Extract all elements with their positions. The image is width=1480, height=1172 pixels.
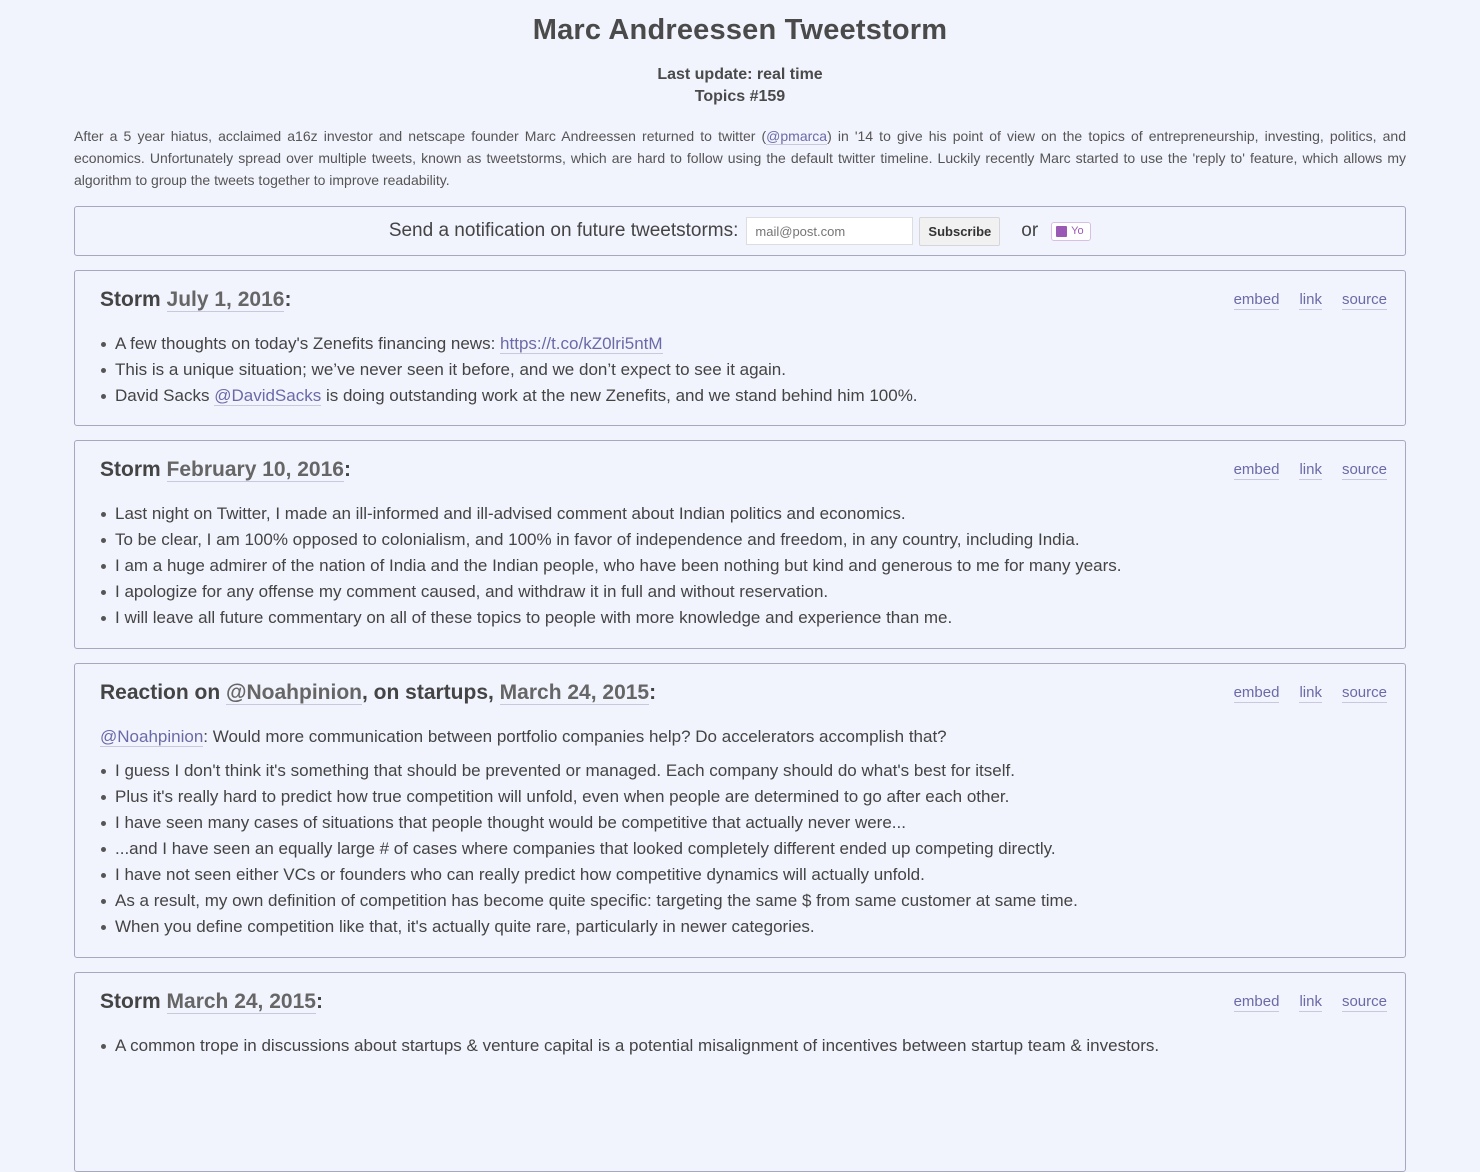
tweet-item: I will leave all future commentary on all of these topics to people with more knowledge and experience than me. [115,605,1380,631]
embed-link[interactable]: embed [1233,291,1280,308]
tweet-list [100,758,1380,940]
yo-icon [1056,226,1067,237]
storm-date-link[interactable]: July 1, 2016 [166,288,285,311]
storm-actions [1234,684,1387,703]
intro-text-2: ) in '14 to give his point of view on the topics of entrepreneurship, investing, politics, and economics. Unfortunately spread over multiple tweets, known as tweetstorms, which are hard to follow using the default twitter timeline. Luckily recently Marc started to use the 'reply to' feature, which allows my algorithm to group the tweets together to improve readability. [74,128,1406,188]
storm-date-link[interactable]: March 24, 2015 [166,990,316,1013]
source-link[interactable]: source [1341,993,1387,1010]
notification-bar [74,206,1406,256]
tweet-item: This is a unique situation; we’ve never seen it before, and we don’t expect to see it again. [115,357,1380,383]
storm-card [74,972,1406,1172]
yo-button[interactable] [1051,222,1091,241]
source-link[interactable]: source [1341,461,1387,478]
tweet-item [115,383,1380,409]
question-text: : Would more communication between portfolio companies help? Do accelerators accomplish that? [203,727,947,746]
source-link[interactable]: source [1341,684,1387,701]
source-link[interactable]: source [1341,291,1387,308]
storm-date-link[interactable]: February 10, 2016 [166,458,344,481]
tweet-text: David Sacks [115,386,215,405]
davidsacks-link[interactable]: @DavidSacks [214,386,322,405]
tweet-item: A common trope in discussions about startups & venture capital is a potential misalignment of incentives between startup team & investors. [115,1033,1380,1059]
storm-title [100,679,1380,707]
storm-actions [1234,291,1387,310]
permalink[interactable]: link [1299,993,1322,1010]
embed-link[interactable]: embed [1233,684,1280,701]
tweet-url-link[interactable]: https://t.co/kZ0lri5ntM [500,334,663,353]
embed-link[interactable]: embed [1233,993,1280,1010]
subscribe-button[interactable]: Subscribe [919,217,1000,246]
storm-actions [1234,993,1387,1012]
storm-actions [1234,461,1387,480]
tweet-item: To be clear, I am 100% opposed to colonialism, and 100% in favor of independence and freedom, in any country, including India. [115,527,1380,553]
tweet-item: I am a huge admirer of the nation of India and the Indian people, who have been nothing but kind and generous to me for many years. [115,553,1380,579]
tweet-item: Last night on Twitter, I made an ill-informed and ill-advised comment about Indian politics and economics. [115,501,1380,527]
reaction-card [74,663,1406,958]
storm-suffix: : [649,681,657,704]
notification-label: Send a notification on future tweetstorms: [388,220,739,241]
yo-label: Yo [1071,225,1084,237]
permalink[interactable]: link [1299,684,1322,701]
intro-text-1: After a 5 year hiatus, acclaimed a16z investor and netscape founder Marc Andreessen returned to twitter ( [74,128,767,144]
intro-paragraph [74,125,1406,191]
storm-title [100,286,1380,314]
tweet-item: I have seen many cases of situations that people thought would be competitive that actually never were... [115,810,1380,836]
tweet-item: I apologize for any offense my comment caused, and withdraw it in full and without reservation. [115,579,1380,605]
permalink[interactable]: link [1299,291,1322,308]
permalink[interactable]: link [1299,461,1322,478]
last-update: Last update: real time [657,66,823,83]
tweet-item [115,331,1380,357]
tweet-item: I guess I don't think it's something that should be prevented or managed. Each company should do what's best for itself. [115,758,1380,784]
reaction-question [100,724,1380,750]
topics-count: Topics #159 [694,88,786,105]
storm-title [100,456,1380,484]
tweet-item: Plus it's really hard to predict how true competition will unfold, even when people are determined to go after each other. [115,784,1380,810]
tweet-item: ...and I have seen an equally large # of cases where companies that looked completely different ended up competing directly. [115,836,1380,862]
tweet-item: I have not seen either VCs or founders who can really predict how competitive dynamics will actually unfold. [115,862,1380,888]
tweet-list [100,331,1380,409]
tweet-text: A few thoughts on today's Zenefits financing news: [115,334,501,353]
storm-prefix: Storm [100,458,167,481]
email-input[interactable] [746,217,913,245]
pmarca-link[interactable]: @pmarca [766,128,828,144]
embed-link[interactable]: embed [1233,461,1280,478]
question-handle-link[interactable]: @Noahpinion [100,727,204,746]
storm-title [100,988,1380,1016]
page [74,0,1406,1172]
page-meta [74,64,1406,108]
tweet-text: is doing outstanding work at the new Zenefits, and we stand behind him 100%. [321,386,918,405]
storm-card [74,270,1406,426]
or-label: or [1021,220,1039,241]
storm-topic: , on startups, [361,681,500,704]
storm-suffix: : [343,458,351,481]
storm-suffix: : [315,990,323,1013]
storm-prefix: Storm [100,288,167,311]
tweet-item: As a result, my own definition of competition has become quite specific: targeting the same $ from same customer at same time. [115,888,1380,914]
page-title: Marc Andreessen Tweetstorm [532,14,948,46]
tweet-item: When you define competition like that, it's actually quite rare, particularly in newer categories. [115,914,1380,940]
storm-prefix: Reaction on [100,681,227,704]
storm-date-link[interactable]: March 24, 2015 [499,681,650,704]
noahpinion-link[interactable]: @Noahpinion [226,681,362,704]
storm-prefix: Storm [100,990,167,1013]
storm-card [74,440,1406,649]
tweet-list [100,501,1380,631]
storm-suffix: : [284,288,292,311]
